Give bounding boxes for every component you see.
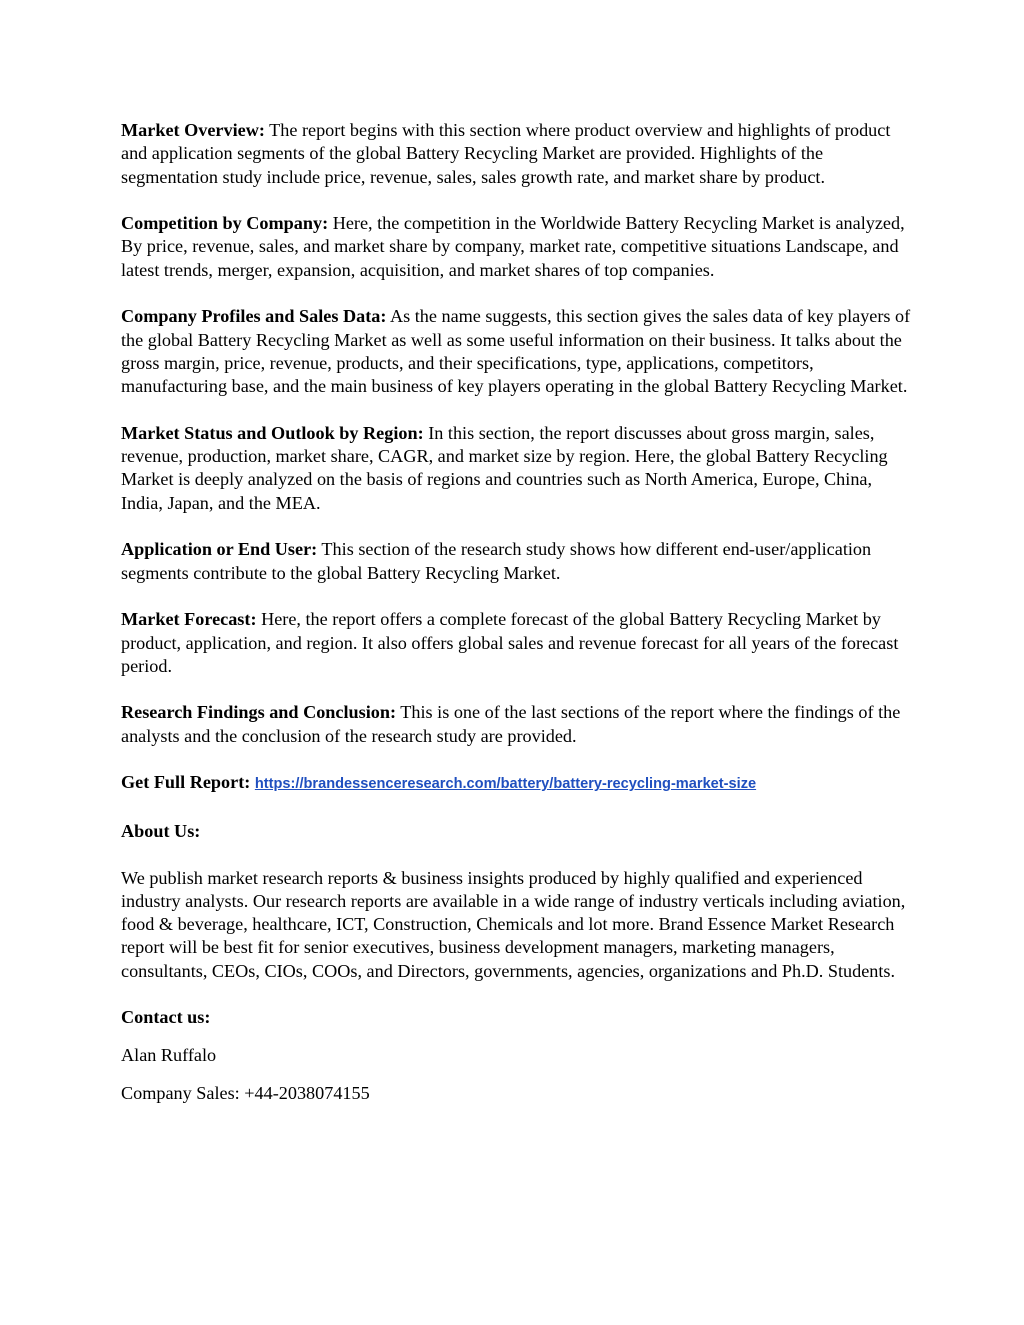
about-heading: About Us: <box>121 820 201 841</box>
section-heading: Application or End User: <box>121 539 318 560</box>
section-heading: Research Findings and Conclusion: <box>121 702 397 723</box>
contact-heading: Contact us: <box>121 1007 211 1028</box>
section-market-status-by-region <box>121 422 911 515</box>
section-research-findings <box>121 701 911 748</box>
section-text: Here, the report offers a complete forecast of the global Battery Recycling Market by product, application, and region. It also offers global sales and revenue forecast for all years of the forecast period. <box>121 609 899 676</box>
section-heading: Market Status and Outlook by Region: <box>121 422 424 443</box>
section-text: As the name suggests, this section gives the sales data of key players of the global Battery Recycling Market as well as some useful information on their business. It talks about the gross margin, price, revenue, products, and their specifications, type, applications, competitors, manufacturing base, and the main business of key players operating in the global Battery Recycling Market. <box>121 306 911 397</box>
full-report-link[interactable]: https://brandessenceresearch.com/battery/battery-recycling-market-size <box>254 776 757 793</box>
section-market-overview <box>121 119 911 189</box>
document-page <box>121 119 911 1120</box>
about-text: We publish market research reports & business insights produced by highly qualified and experienced industry analysts. Our research reports are available in a wide range of industry verticals including aviation, food & beverage, healthcare, ICT, Construction, Chemicals and lot more. Brand Essence Market Research report will be best fit for senior executives, business development managers, marketing managers, consultants, CEOs, CIOs, COOs, and Directors, governments, agencies, organizations and Ph.D. Students. <box>121 867 906 981</box>
section-heading: Competition by Company: <box>121 213 329 234</box>
section-text: Here, the competition in the Worldwide Battery Recycling Market is analyzed, By price, revenue, sales, and market share by company, market rate, competitive situations Landscape, and latest trends, merger, expansion, acquisition, and market shares of top companies. <box>121 213 905 280</box>
full-report-line <box>121 771 911 796</box>
section-heading: Company Profiles and Sales Data: <box>121 306 387 327</box>
section-text: This is one of the last sections of the report where the findings of the analysts and the conclusion of the research study are provided. <box>121 702 901 746</box>
section-text: The report begins with this section where product overview and highlights of product and application segments of the global Battery Recycling Market are provided. Highlights of the segmentation study include price, revenue, sales, sales growth rate, and market share by product. <box>121 120 891 187</box>
contact-sales: Company Sales: +44-2038074155 <box>121 1082 370 1103</box>
about-heading-line <box>121 820 911 843</box>
section-competition-by-company <box>121 212 911 282</box>
section-market-forecast <box>121 608 911 678</box>
section-text: This section of the research study shows how different end-user/application segments contribute to the global Battery Recycling Market. <box>121 539 872 583</box>
section-heading: Market Forecast: <box>121 609 257 630</box>
section-application-end-user <box>121 538 911 585</box>
section-heading: Market Overview: <box>121 120 265 140</box>
section-company-profiles <box>121 305 911 398</box>
full-report-label: Get Full Report: <box>121 772 251 793</box>
section-text: In this section, the report discusses about gross margin, sales, revenue, production, market share, CAGR, and market size by region. Here, the global Battery Recycling Market is deeply analyzed on the basis of regions and countries such as North America, Europe, China, India, Japan, and the MEA. <box>121 422 888 513</box>
contact-name: Alan Ruffalo <box>121 1045 217 1066</box>
contact-heading-line <box>121 1006 911 1029</box>
